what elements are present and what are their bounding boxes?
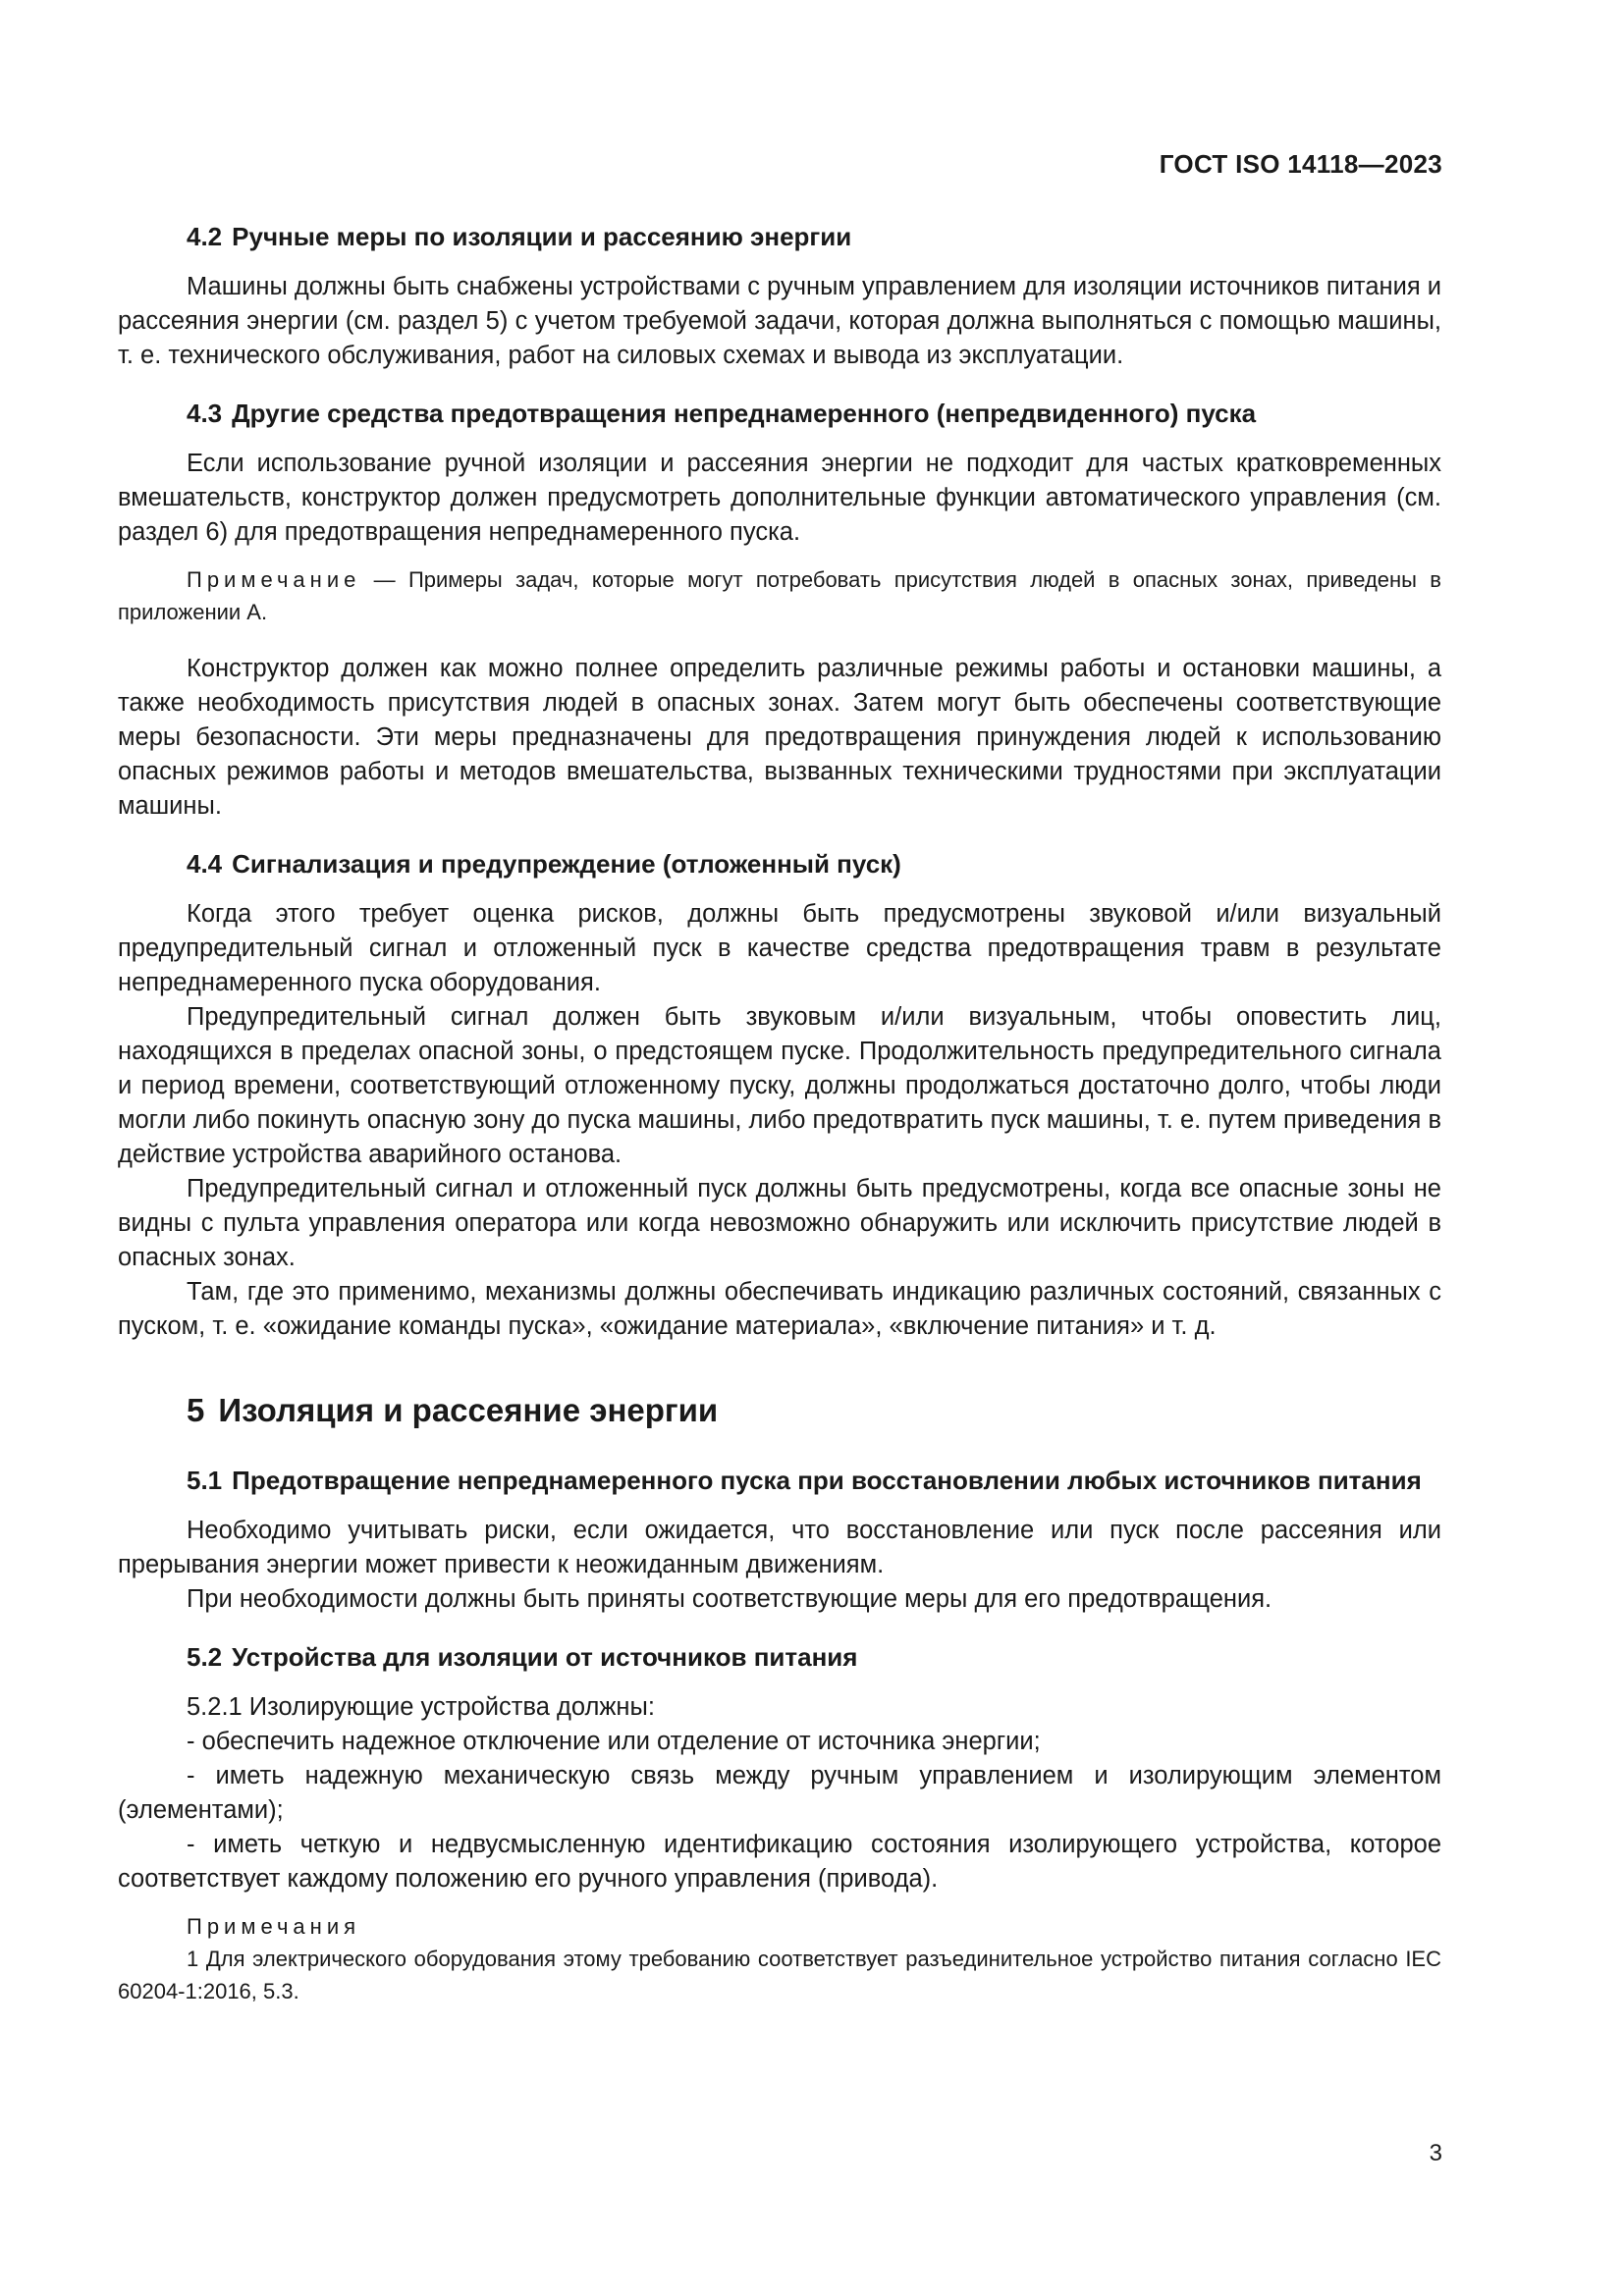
- list-item: - обеспечить надежное отключение или отделение от источника энергии;: [187, 1728, 1041, 1755]
- notes-title: Примечания: [187, 1914, 361, 1939]
- section-number: 4.4: [187, 849, 223, 879]
- paragraph: Предупредительный сигнал должен быть звуковым и/или визуальным, чтобы оповестить лиц, находящихся в пределах опасной зоны, о предстоящем пуске. Продолжительность предупредительного сигнала и период времени, соответствующий отложенному пуску, должны продолжаться достаточно долго, чтобы люди могли либо покинуть опасную зону до пуска машины, либо предотвратить пуск машины, т. е. путем приведения в действие устройства аварийного останова.: [118, 1003, 1441, 1168]
- section-title: Устройства для изоляции от источников питания: [232, 1642, 858, 1672]
- note-text: — Примеры задач, которые могут потребовать присутствия людей в опасных зонах, приведены в приложении А.: [118, 567, 1441, 624]
- section-number: 4.3: [187, 399, 223, 428]
- paragraph: При необходимости должны быть приняты соответствующие меры для его предотвращения.: [187, 1585, 1272, 1613]
- section-5-heading: [118, 1389, 1441, 1432]
- section-title: Другие средства предотвращения непреднамеренного (непредвиденного) пуска: [232, 399, 1257, 428]
- section-title: Сигнализация и предупреждение (отложенный пуск): [232, 849, 901, 879]
- note: 1 Для электрического оборудования этому требованию соответствует разъединительное устройство питания согласно IEC 60204-1:2016, 5.3.: [118, 1947, 1441, 2003]
- section-5-2-heading: [118, 1640, 1441, 1675]
- list-item: - иметь надежную механическую связь между ручным управлением и изолирующим элементом (элементами);: [118, 1762, 1441, 1824]
- section-title: Ручные меры по изоляции и рассеянию энергии: [232, 222, 852, 251]
- section-number: 5: [187, 1392, 205, 1428]
- section-number: 4.2: [187, 222, 223, 251]
- paragraph: Машины должны быть снабжены устройствами с ручным управлением для изоляции источников питания и рассеяния энергии (см. раздел 5) с учетом требуемой задачи, которая должна выполняться с помощью машины, т. е. технического обслуживания, работ на силовых схемах и вывода из эксплуатации.: [118, 273, 1441, 369]
- section-title: Предотвращение непреднамеренного пуска при восстановлении любых источников питания: [232, 1466, 1422, 1495]
- section-number: 5.2: [187, 1642, 223, 1672]
- section-4-4-heading: [118, 847, 1441, 881]
- paragraph: Если использование ручной изоляции и рассеяния энергии не подходит для частых кратковременных вмешательств, конструктор должен предусмотреть дополнительные функции автоматического управления (см. раздел 6) для предотвращения непреднамеренного пуска.: [118, 450, 1441, 546]
- paragraph: Конструктор должен как можно полнее определить различные режимы работы и остановки машины, а также необходимость присутствия людей в опасных зонах. Затем могут быть обеспечены соответствующие меры безопасности. Эти меры предназначены для предотвращения принуждения людей к использованию опасных режимов работы и методов вмешательства, вызванных техническими трудностями при эксплуатации машины.: [118, 655, 1441, 820]
- paragraph: Там, где это применимо, механизмы должны обеспечивать индикацию различных состояний, связанных с пуском, т. е. «ожидание команды пуска», «ожидание материала», «включение питания» и т. д.: [118, 1278, 1441, 1340]
- note-label: Примечание: [187, 567, 361, 592]
- document-body: [118, 220, 1441, 2007]
- paragraph: Предупредительный сигнал и отложенный пуск должны быть предусмотрены, когда все опасные зоны не видны с пульта управления оператора или когда невозможно обнаружить или исключить присутствие людей в опасных зонах.: [118, 1175, 1441, 1271]
- paragraph: Необходимо учитывать риски, если ожидается, что восстановление или пуск после рассеяния или прерывания энергии может привести к неожиданным движениям.: [118, 1517, 1441, 1578]
- note: [118, 563, 1441, 628]
- paragraph: Когда этого требует оценка рисков, должны быть предусмотрены звуковой и/или визуальный предупредительный сигнал и отложенный пуск в качестве средства предотвращения травм в результате непреднамеренного пуска оборудования.: [118, 900, 1441, 996]
- section-5-1-heading: [118, 1464, 1441, 1498]
- document-header: ГОСТ ISO 14118—2023: [1159, 149, 1442, 179]
- page-number: 3: [1429, 2140, 1442, 2166]
- section-4-2-heading: [118, 220, 1441, 254]
- section-title: Изоляция и рассеяние энергии: [218, 1392, 719, 1428]
- section-4-3-heading: [118, 397, 1441, 431]
- paragraph: 5.2.1 Изолирующие устройства должны:: [187, 1693, 655, 1721]
- section-number: 5.1: [187, 1466, 223, 1495]
- list-item: - иметь четкую и недвусмысленную идентификацию состояния изолирующего устройства, которое соответствует каждому положению его ручного управления (привода).: [118, 1831, 1441, 1893]
